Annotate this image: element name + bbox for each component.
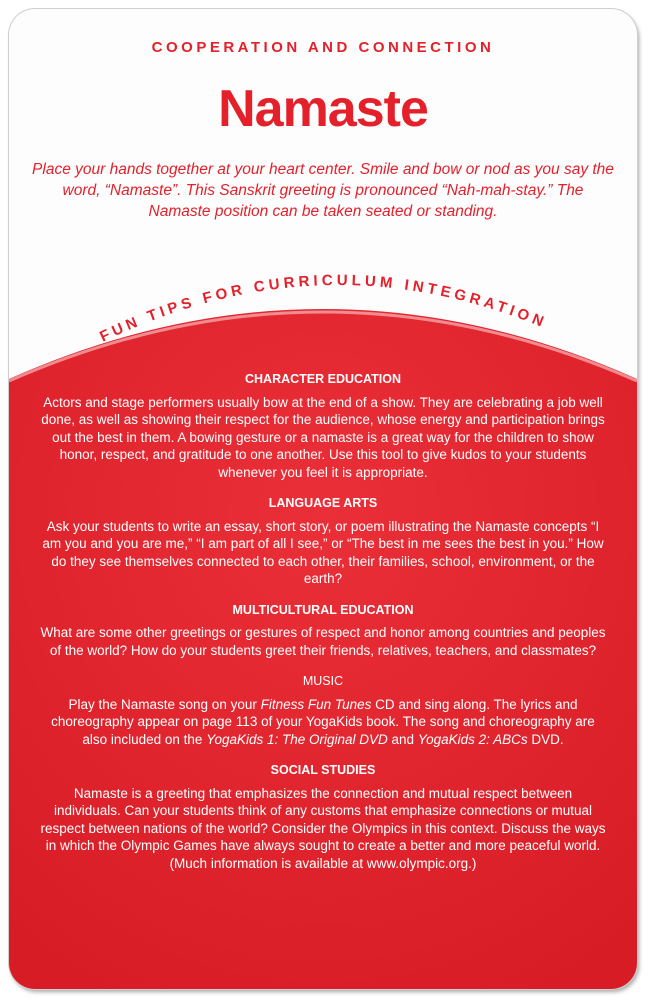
music-text-1: Play the Namaste song on your [68, 696, 261, 712]
section-text: What are some other greetings or gestures of respect and honor among countries and peoples of the world? How do your students greet their friends, relatives, teachers, and classmates? [40, 625, 606, 658]
music-text-2: CD and sing along. The lyrics and choreography appear on page 113 of your YogaKids book. The song and choreography are also included on the [51, 696, 595, 747]
music-title-dvd1: YogaKids 1: The Original DVD [206, 731, 388, 747]
section-title: MULTICULTURAL EDUCATION [232, 602, 414, 617]
music-text-3: and [387, 731, 418, 747]
music-title-dvd2: YogaKids 2: ABCs [417, 731, 528, 747]
section-character-education [39, 371, 607, 481]
section-text: Ask your students to write an essay, short story, or poem illustrating the Namaste concepts “I am you and you are me,” “I am part of all I see,” or “The best in me sees the best in you.” How do they see themselves connected to each other, their families, school, environment, or the earth? [42, 518, 604, 586]
music-title-tunes: Fitness Fun Tunes [260, 696, 372, 712]
section-text: Actors and stage performers usually bow at the end of a show. They are celebrating a job well done, as well as showing their respect for the audience, whose energy and participation brings out the best in them. A bowing gesture or a namaste is a great way for the children to show honor, respect, and gratitude to one another. Use this tool to give kudos to your students whenever you feel it is appropriate. [41, 394, 605, 480]
arc-heading: FUN TIPS FOR CURRICULUM INTEGRATION [97, 271, 550, 346]
section-title: SOCIAL STUDIES [270, 763, 376, 777]
namaste-card [9, 9, 637, 989]
tips-content [39, 371, 607, 886]
header-area [9, 9, 637, 339]
section-text: Namaste is a greeting that emphasizes the connection and mutual respect between individuals. Can your students think of any customs that emphasize connections or mutual respect between nations of the world? Consider the Olympics in this context. Discuss the ways in which the Olympic Games have always sought to create a better and more peaceful world. (Much information is available at www.olympic.org.) [40, 785, 606, 871]
section-title: CHARACTER EDUCATION [244, 372, 401, 386]
section-kicker: COOPERATION AND CONNECTION [151, 39, 495, 56]
section-multicultural-education [39, 602, 607, 660]
page-title: Namaste [218, 80, 428, 138]
section-language-arts [39, 495, 607, 588]
section-title: LANGUAGE ARTS [268, 496, 378, 510]
intro-instructions: Place your hands together at your heart center. Smile and bow or nod as you say the word, “Namaste”. This Sanskrit greeting is pronounced “Nah-mah-stay.” The Namaste position can be taken seated or standing. [32, 161, 614, 220]
section-text [39, 696, 607, 749]
section-music [39, 673, 607, 748]
section-title: MUSIC [302, 674, 344, 688]
music-text-4: DVD. [527, 731, 564, 747]
section-social-studies [39, 762, 607, 872]
